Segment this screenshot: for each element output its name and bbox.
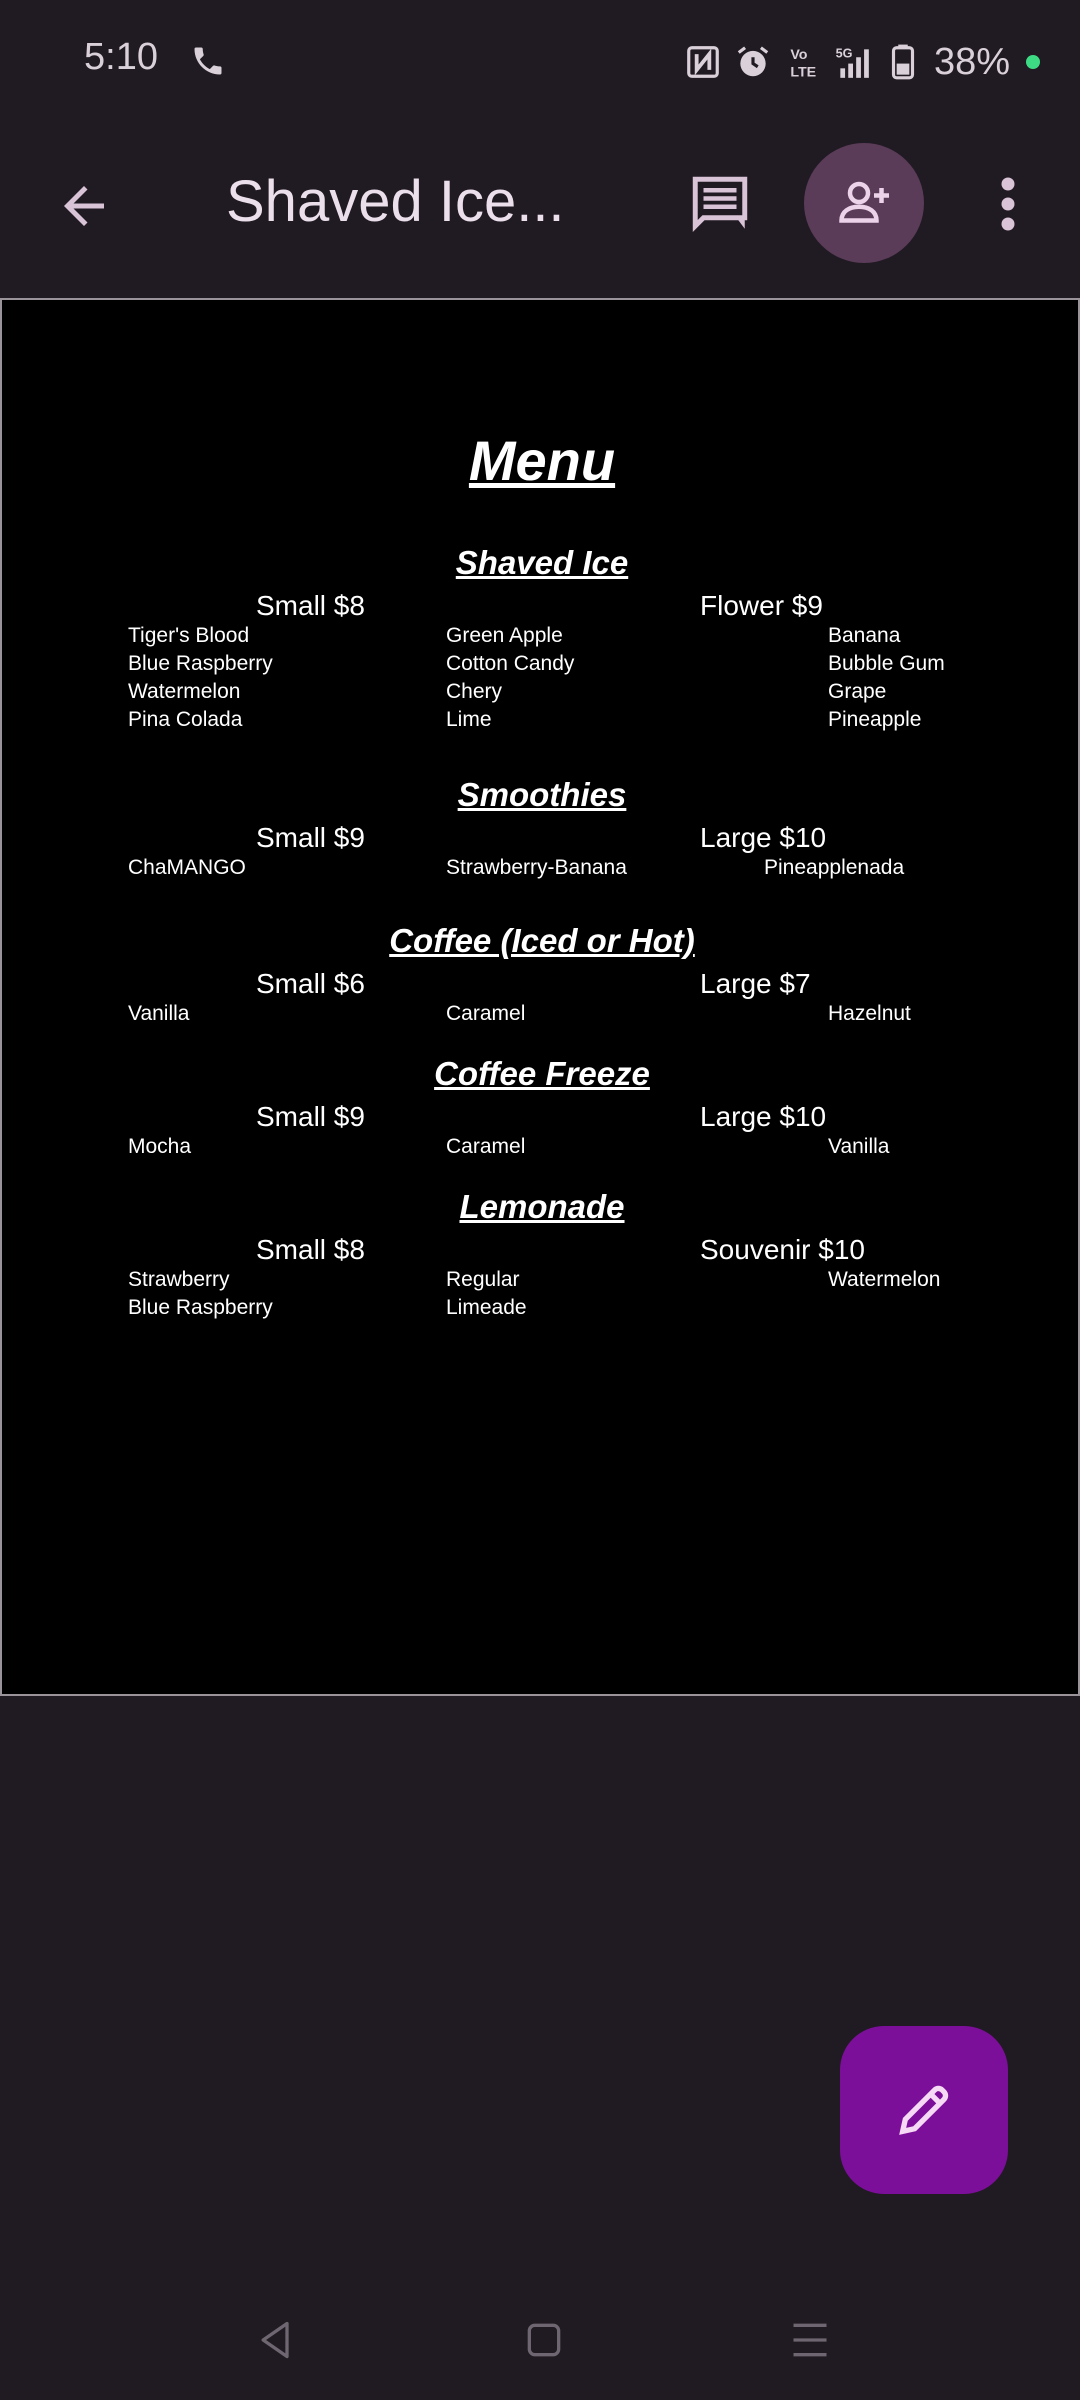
edit-fab-button[interactable] <box>840 2026 1008 2194</box>
privacy-indicator-dot <box>1026 55 1040 69</box>
nav-recents-icon <box>788 2318 832 2362</box>
svg-text:Vo: Vo <box>790 46 808 63</box>
section-heading-coffee-freeze: Coffee Freeze <box>434 1055 650 1092</box>
menu-item: Vanilla <box>828 1135 890 1158</box>
menu-item: Strawberry-Banana <box>446 856 627 879</box>
section-heading-shaved-ice: Shaved Ice <box>455 544 629 581</box>
nav-home-button[interactable] <box>508 2304 580 2376</box>
battery-icon <box>884 43 922 81</box>
share-add-person-button[interactable] <box>804 143 924 263</box>
nav-home-icon <box>522 2318 566 2362</box>
price-small: Small $9 <box>256 822 365 853</box>
price-large: Large $10 <box>700 822 827 853</box>
menu-item: Vanilla <box>128 1002 190 1025</box>
menu-item: Mocha <box>128 1135 192 1158</box>
menu-item: Blue Raspberry <box>128 1296 273 1319</box>
price-small: Small $8 <box>256 590 365 621</box>
menu-item: Tiger's Blood <box>128 624 250 647</box>
menu-item: Watermelon <box>128 680 241 703</box>
back-button[interactable] <box>44 166 124 246</box>
menu-item: Pineapplenada <box>764 856 905 879</box>
section-heading-lemonade: Lemonade <box>459 1188 625 1225</box>
nav-back-icon <box>254 2318 298 2362</box>
menu-item: Watermelon <box>828 1268 941 1291</box>
price-small: Small $9 <box>256 1101 365 1132</box>
menu-item: Strawberry <box>128 1268 230 1291</box>
svg-text:5G: 5G <box>835 46 853 61</box>
menu-item: Caramel <box>446 1002 526 1025</box>
price-flower: Flower $9 <box>700 590 823 621</box>
menu-item: Regular <box>446 1268 520 1291</box>
comments-button[interactable] <box>680 164 760 244</box>
back-arrow-icon <box>54 176 114 236</box>
add-person-icon <box>834 173 894 233</box>
menu-item: ChaMANGO <box>128 856 246 879</box>
menu-item: Hazelnut <box>828 1002 911 1025</box>
battery-percent: 38% <box>933 40 1010 83</box>
menu-item: Pina Colada <box>128 708 243 731</box>
menu-title: Menu <box>468 429 616 492</box>
menu-item: Blue Raspberry <box>128 652 273 675</box>
system-nav-bar <box>0 2280 1080 2400</box>
alarm-icon <box>734 43 772 81</box>
nav-recents-button[interactable] <box>774 2304 846 2376</box>
nfc-icon <box>684 43 722 81</box>
app-bar <box>0 140 1080 266</box>
svg-text:LTE: LTE <box>790 64 817 81</box>
document-title: Shaved Ice... <box>226 169 565 234</box>
menu-item: Bubble Gum <box>828 652 945 675</box>
price-large: Large $10 <box>700 1101 827 1132</box>
5g-signal-icon <box>834 43 872 81</box>
status-time: 5:10 <box>84 36 158 78</box>
menu-item: Green Apple <box>446 624 563 647</box>
comment-icon <box>687 171 753 237</box>
menu-item: Cotton Candy <box>446 652 575 675</box>
section-heading-smoothies: Smoothies <box>457 776 627 813</box>
section-heading-coffee: Coffee (Iced or Hot) <box>389 922 695 959</box>
menu-item: Caramel <box>446 1135 526 1158</box>
menu-item: Lime <box>446 708 492 731</box>
menu-item: Chery <box>446 680 503 703</box>
price-small: Small $6 <box>256 968 365 999</box>
price-large: Large $7 <box>700 968 811 999</box>
price-small: Small $8 <box>256 1234 365 1265</box>
menu-item: Pineapple <box>828 708 922 731</box>
volte-icon <box>784 43 822 81</box>
more-options-button[interactable] <box>980 164 1036 244</box>
document-page[interactable] <box>0 298 1080 1696</box>
nav-back-button[interactable] <box>240 2304 312 2376</box>
pencil-edit-icon <box>892 2078 956 2142</box>
status-bar <box>0 0 1080 125</box>
menu-item: Limeade <box>446 1296 527 1319</box>
price-souvenir: Souvenir $10 <box>700 1234 866 1265</box>
more-vert-icon <box>998 174 1018 234</box>
menu-item: Banana <box>828 624 901 647</box>
phone-icon <box>190 43 226 79</box>
status-icons <box>684 38 1040 86</box>
menu-item: Grape <box>828 680 887 703</box>
